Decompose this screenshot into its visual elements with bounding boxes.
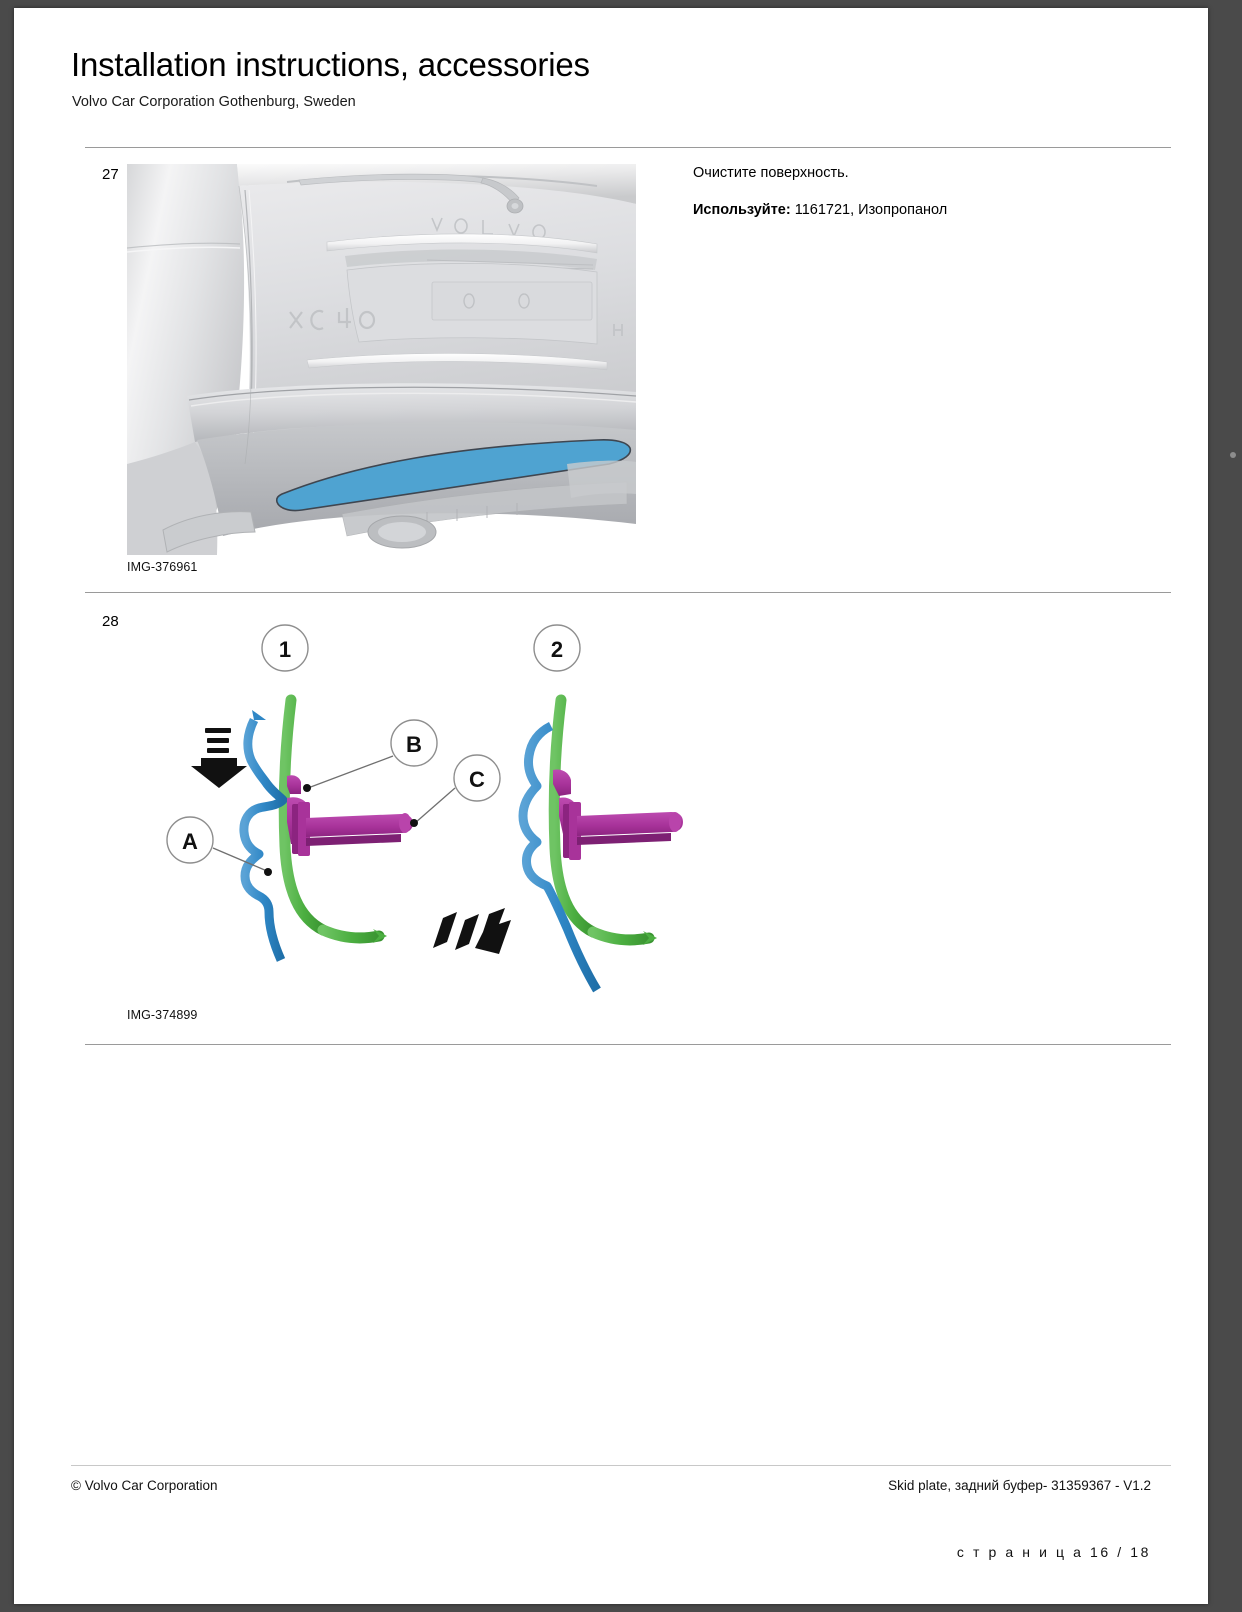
step-number-28: 28	[102, 613, 119, 630]
step-27-instructions	[693, 163, 1163, 222]
use-value: 1161721, Изопропанол	[794, 201, 948, 218]
image-caption-374899: IMG-374899	[127, 1008, 198, 1022]
instruction-use-line	[693, 200, 1163, 222]
svg-text:C: C	[469, 767, 485, 792]
footer-divider	[71, 1465, 1171, 1466]
page-subtitle: Volvo Car Corporation Gothenburg, Sweden	[72, 94, 356, 110]
footer-document-ref: Skid plate, задний буфер- 31359367 - V1.2	[888, 1478, 1151, 1493]
instruction-text: Очистите поверхность.	[693, 165, 849, 181]
step-number-27: 27	[102, 166, 119, 183]
svg-text:1: 1	[278, 637, 292, 662]
divider-middle	[85, 592, 1171, 593]
svg-text:B: B	[406, 732, 422, 757]
document-page	[14, 8, 1208, 1604]
figure-clip-assembly-diagram	[127, 608, 747, 998]
footer-copyright: © Volvo Car Corporation	[71, 1478, 218, 1493]
use-label: Используйте:	[693, 201, 791, 218]
divider-top	[85, 147, 1171, 148]
svg-text:2: 2	[550, 637, 564, 662]
svg-text:A: A	[182, 829, 198, 854]
footer-page-indicator: с т р а н и ц а 16 / 18	[956, 1544, 1151, 1560]
page-title: Installation instructions, accessories	[71, 46, 590, 83]
image-caption-376961: IMG-376961	[127, 560, 198, 574]
figure-rear-bumper-photo	[127, 164, 636, 555]
scroll-indicator[interactable]	[1230, 452, 1236, 458]
divider-bottom	[85, 1044, 1171, 1045]
